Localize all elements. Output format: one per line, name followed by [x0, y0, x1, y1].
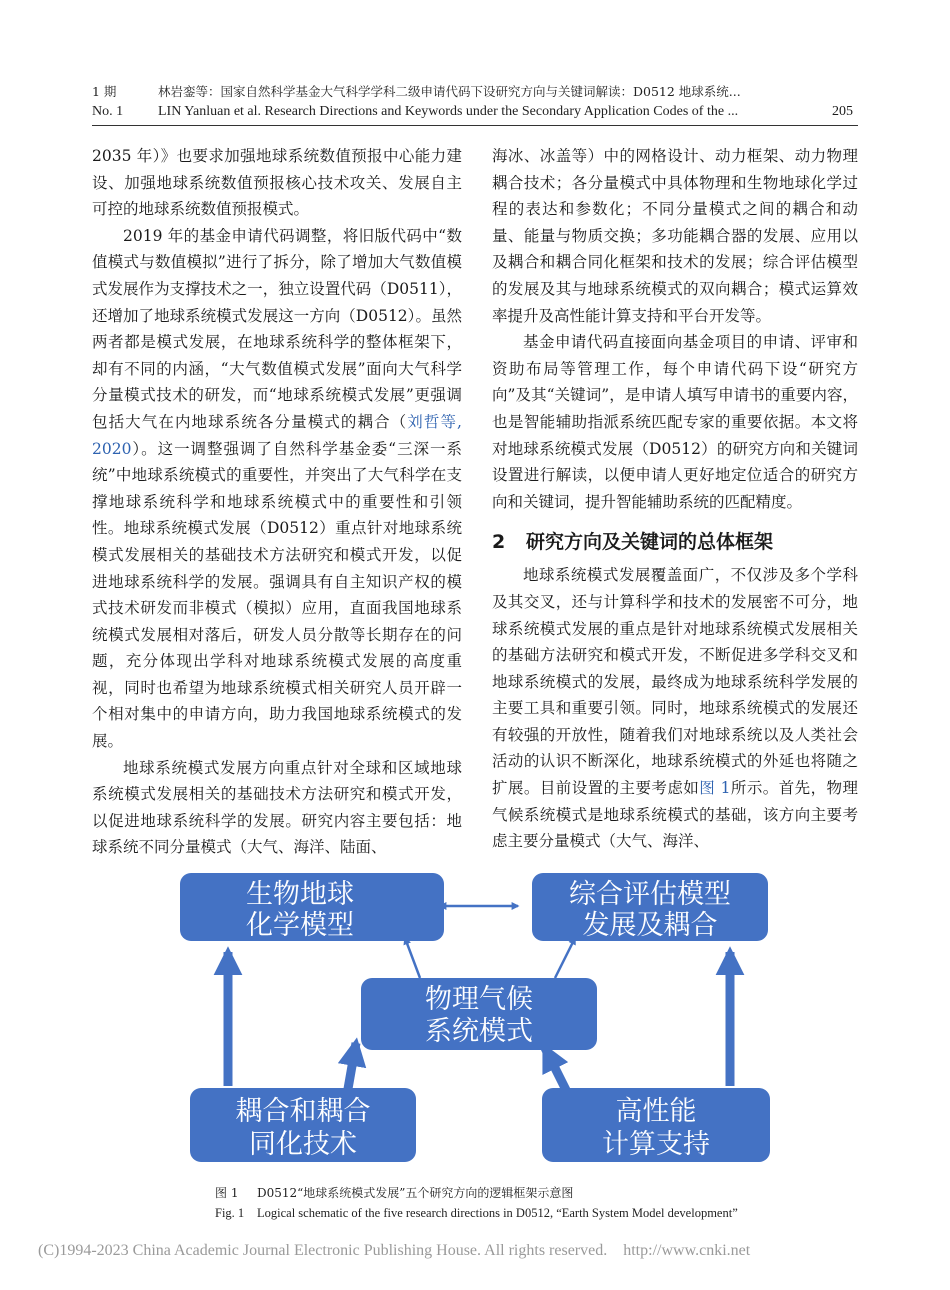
- section-heading: [492, 528, 858, 556]
- running-header-en: [92, 104, 738, 120]
- issue-cn: 1 期: [92, 84, 117, 99]
- box-assessment-line2: 发展及耦合: [582, 910, 718, 941]
- figure-caption-en: [215, 1206, 738, 1221]
- arrow-physical-to-assessment: [555, 938, 575, 978]
- right-paragraph-3: [492, 562, 858, 855]
- header-title-cn: 林岩銮等：国家自然科学基金大气科学学科二级申请代码下设研究方向与关键词解读：D0512 地球系统...: [158, 84, 741, 99]
- footer-url: http://www.cnki.net: [623, 1242, 751, 1259]
- header-rule: [92, 125, 858, 126]
- running-header-cn: [92, 82, 741, 100]
- box-hpc-line1: 高性能: [615, 1096, 697, 1127]
- left-paragraph-1: 2035 年）》也要求加强地球系统数值预报中心能力建设、加强地球系统数值预报核心技术攻关、发展自主可控的地球系统数值预报模式。: [92, 147, 462, 219]
- issue-en: No. 1: [92, 104, 124, 119]
- copyright-footer: [38, 1242, 750, 1260]
- box-physical-line1: 物理气候: [425, 984, 533, 1015]
- figure-ref-link[interactable]: 图 1: [699, 779, 731, 798]
- figure-caption-en-text: Logical schematic of the five research directions in D0512, “Earth System Model development”: [257, 1206, 738, 1220]
- right-paragraph-1: 海冰、冰盖等）中的网格设计、动力框架、动力物理耦合技术；各分量模式中具体物理和生物地球化学过程的表达和参数化；不同分量模式之间的耦合和动量、能量与物质交换；多功能耦合器的发展、应用以及耦合和耦合同化框架和技术的发展；综合评估模型的发展及其与地球系统模式的双向耦合；模式运算效率提升及高性能计算支持和平台开发等。: [492, 147, 858, 325]
- box-coupling-line2: 同化技术: [249, 1129, 357, 1160]
- box-biogeochem-line2: 化学模型: [246, 910, 354, 941]
- right-column: [492, 143, 858, 855]
- arrow-physical-to-biogeochem: [405, 938, 420, 978]
- header-title-en: LIN Yanluan et al. Research Directions and Keywords under the Secondary Application Codes of the ...: [158, 104, 739, 119]
- box-assessment-line1: 综合评估模型: [569, 879, 731, 910]
- left-paragraph-2-part-a: 2019 年的基金申请代码调整，将旧版代码中“数值模式与数值模拟”进行了拆分，除了增加大气数值模式发展作为支撑技术之一，独立设置代码（D0511），还增加了地球系统模式发展这一方向（D0512）。虽然两者都是模式发展，在地球系统科学的整体框架下，却有不同的内涵，“大气数值模式发展”面向大气科学分量模式技术的研发，而“地球系统模式发展”更强调包括大气在内地球系统各分量模式的耦合（: [92, 226, 462, 431]
- page-number: 205: [832, 104, 853, 119]
- left-paragraph-3: 地球系统模式发展方向重点针对全球和区域地球系统模式发展相关的基础技术方法研究和模式开发，以促进地球系统科学的发展。研究内容主要包括：地球系统不同分量模式（大气、海洋、陆面、: [92, 758, 462, 857]
- figure-caption-cn-text: D0512“地球系统模式发展”五个研究方向的逻辑框架示意图: [257, 1186, 574, 1200]
- box-hpc-line2: 计算支持: [602, 1129, 710, 1160]
- right-paragraph-2: 基金申请代码直接面向基金项目的申请、评审和资助布局等管理工作，每个申请代码下设“研究方向”及其“关键词”，是申请人填写申请书的重要内容，也是智能辅助指派系统匹配专家的重要依据。本文将对地球系统模式发展（D0512）的研究方向和关键词设置进行解读，以便申请人更好地定位适合的研究方向和关键词，提升智能辅助系统的匹配精度。: [492, 333, 858, 511]
- figure-1-diagram: [180, 866, 775, 1169]
- box-physical-line2: 系统模式: [425, 1016, 533, 1047]
- left-column: [92, 143, 462, 861]
- copyright-text: (C)1994-2023 China Academic Journal Electronic Publishing House. All rights reserved.: [38, 1242, 608, 1259]
- right-paragraph-3-part-a: 地球系统模式发展覆盖面广，不仅涉及多个学科及其交叉，还与计算科学和技术的发展密不可分，地球系统模式发展的重点是针对地球系统模式发展相关的基础方法研究和模式开发，不断促进多学科交叉和地球系统模式的发展，最终成为地球系统科学发展的主要工具和重要引领。同时，地球系统模式的发展还有较强的开放性，随着我们对地球系统以及人类社会活动的认识不断深化，地球系统模式的外延也将随之扩展。目前设置的主要考虑如: [492, 566, 858, 798]
- left-paragraph-2-part-b: ）。这一调整强调了自然科学基金委“三深一系统”中地球系统模式的重要性，并突出了大气科学在支撑地球系统科学和地球系统模式中的重要性和引领性。地球系统模式发展（D0512）重点针对地球系统模式发展相关的基础技术方法研究和模式开发，以促进地球系统科学的发展。强调具有自主知识产权的模式技术研发而非模式（模拟）应用，直面我国地球系统模式发展相对落后，研发人员分散等长期存在的问题，充分体现出学科对地球系统模式发展的高度重视，同时也希望为地球系统模式相关研究人员开辟一个相对集中的申请方向，助力我国地球系统模式的发展。: [92, 439, 462, 751]
- left-paragraph-2: [92, 223, 462, 755]
- citation-link-liu-2020[interactable]: 刘哲等, 2020: [92, 412, 462, 458]
- right-paragraph-3-part-b: 所示。首先，物理气候系统模式是地球系统模式的基础，该方向主要考虑主要分量模式（大气、海洋、: [492, 779, 858, 851]
- figure-label-cn: 图 1: [215, 1186, 239, 1200]
- box-coupling-line1: 耦合和耦合: [235, 1096, 371, 1127]
- section-title: 研究方向及关键词的总体框架: [526, 531, 774, 554]
- figure-label-en: Fig. 1: [215, 1206, 245, 1220]
- box-biogeochem-line1: 生物地球: [246, 879, 354, 910]
- figure-caption-cn: [215, 1184, 573, 1201]
- section-number: 2: [492, 531, 506, 554]
